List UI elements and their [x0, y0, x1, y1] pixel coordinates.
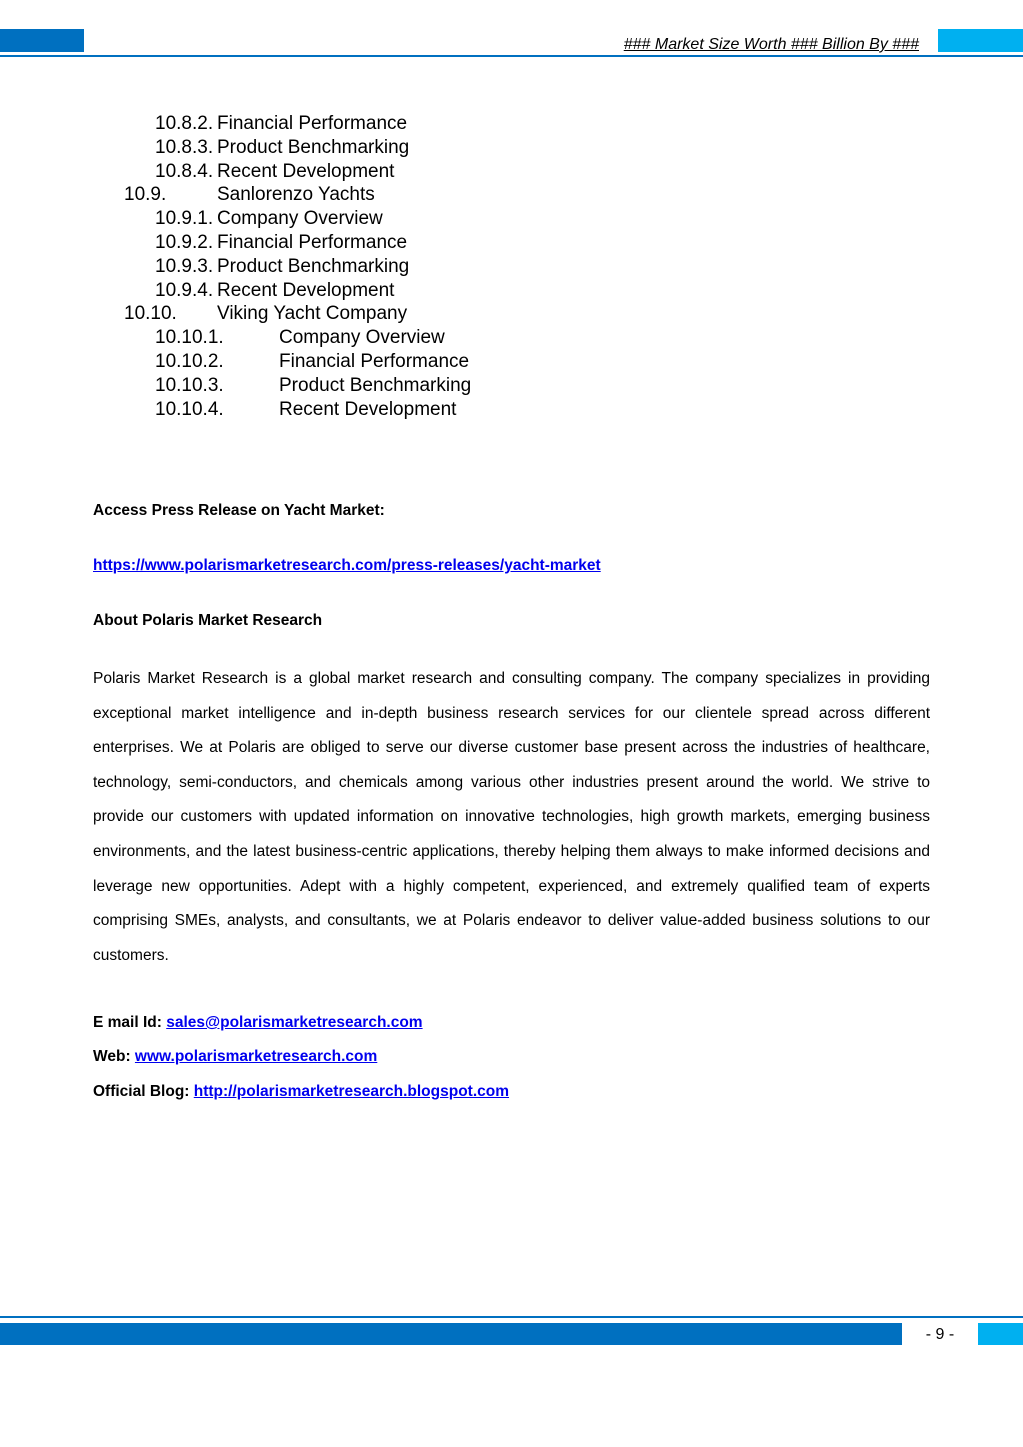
toc-number: 10.10.2. — [155, 350, 224, 372]
web-label: Web: — [93, 1048, 131, 1065]
header-block-right — [938, 29, 1023, 52]
toc-entry — [0, 183, 1023, 207]
toc-number: 10.9.4. — [155, 279, 214, 301]
toc-entry — [0, 302, 1023, 326]
toc-title: Company Overview — [217, 208, 383, 230]
toc-title: Viking Yacht Company — [217, 303, 408, 325]
web-row — [93, 1048, 930, 1066]
toc-entry — [0, 279, 1023, 303]
toc-title: Financial Performance — [217, 113, 408, 134]
toc-number: 10.8.4. — [155, 160, 214, 182]
web-link[interactable]: www.polarismarketresearch.com — [134, 1048, 378, 1065]
toc-number: 10.9.1. — [155, 208, 214, 230]
press-release-link[interactable]: https://www.polarismarketresearch.com/press-releases/yacht-market — [93, 557, 601, 574]
email-label: E mail Id: — [93, 1014, 162, 1031]
toc-number: 10.8.3. — [155, 136, 214, 158]
toc-entry — [0, 374, 1023, 398]
blog-row — [93, 1083, 930, 1101]
toc-title: Company Overview — [279, 327, 445, 349]
toc-number: 10.10.3. — [155, 374, 224, 396]
toc-title: Sanlorenzo Yachts — [217, 184, 375, 206]
email-row — [93, 1014, 930, 1032]
toc-entry — [0, 207, 1023, 231]
toc-entry — [0, 350, 1023, 374]
toc-title: Recent Development — [217, 160, 395, 182]
toc-title: Financial Performance — [279, 350, 470, 372]
footer-block-right — [978, 1323, 1023, 1345]
toc-entry — [0, 398, 1023, 422]
toc-title: Product Benchmarking — [279, 374, 472, 396]
about-heading: About Polaris Market Research — [93, 612, 323, 629]
toc-entry — [0, 326, 1023, 350]
page-number: - 9 - — [925, 1326, 955, 1343]
toc-entry — [0, 136, 1023, 160]
about-paragraph: Polaris Market Research is a global market research and consulting company. The company specializes in providing exceptional market intelligence and in-depth business research services for our clientele spread across different enterprises. We at Polaris are obliged to serve our diverse customer base present across the industries of healthcare, technology, semi-conductors, and chemicals among various other industries present around the world. We strive to provide our customers with updated information on innovative technologies, high growth markets, emerging business environments, and the latest business-centric applications, thereby helping them always to make informed decisions and leverage new opportunities. Adept with a highly competent, experienced, and extremely qualified team of experts comprising SMEs, analysts, and consultants, we at Polaris endeavor to deliver value-added business solutions to our customers. — [93, 670, 930, 964]
toc-number: 10.8.2. — [155, 113, 214, 134]
header-block-left — [0, 29, 84, 52]
toc-number: 10.10.1. — [155, 327, 224, 349]
toc-title: Product Benchmarking — [217, 255, 410, 277]
toc-entry — [0, 231, 1023, 255]
toc-number: 10.9.3. — [155, 255, 214, 277]
toc-title: Recent Development — [279, 398, 457, 420]
press-release-link-row — [93, 557, 930, 575]
toc-number: 10.9. — [124, 184, 167, 206]
header-rule — [0, 55, 1023, 57]
toc-entry — [0, 255, 1023, 279]
table-of-contents — [0, 112, 1023, 421]
email-link[interactable]: sales@polarismarketresearch.com — [166, 1014, 423, 1031]
toc-entry — [0, 112, 1023, 136]
blog-link[interactable]: http://polarismarketresearch.blogspot.com — [193, 1083, 510, 1100]
toc-entry — [0, 160, 1023, 184]
header-title: ### Market Size Worth ### Billion By ### — [623, 36, 919, 53]
toc-title: Product Benchmarking — [217, 136, 410, 158]
toc-title: Financial Performance — [217, 231, 408, 253]
footer-rule — [0, 1316, 1023, 1318]
toc-number: 10.10. — [124, 303, 177, 325]
toc-title: Recent Development — [217, 279, 395, 301]
toc-number: 10.10.4. — [155, 398, 224, 420]
blog-label: Official Blog: — [93, 1083, 190, 1100]
toc-number: 10.9.2. — [155, 231, 214, 253]
footer-block-left — [0, 1323, 902, 1345]
press-release-heading: Access Press Release on Yacht Market: — [93, 502, 385, 519]
